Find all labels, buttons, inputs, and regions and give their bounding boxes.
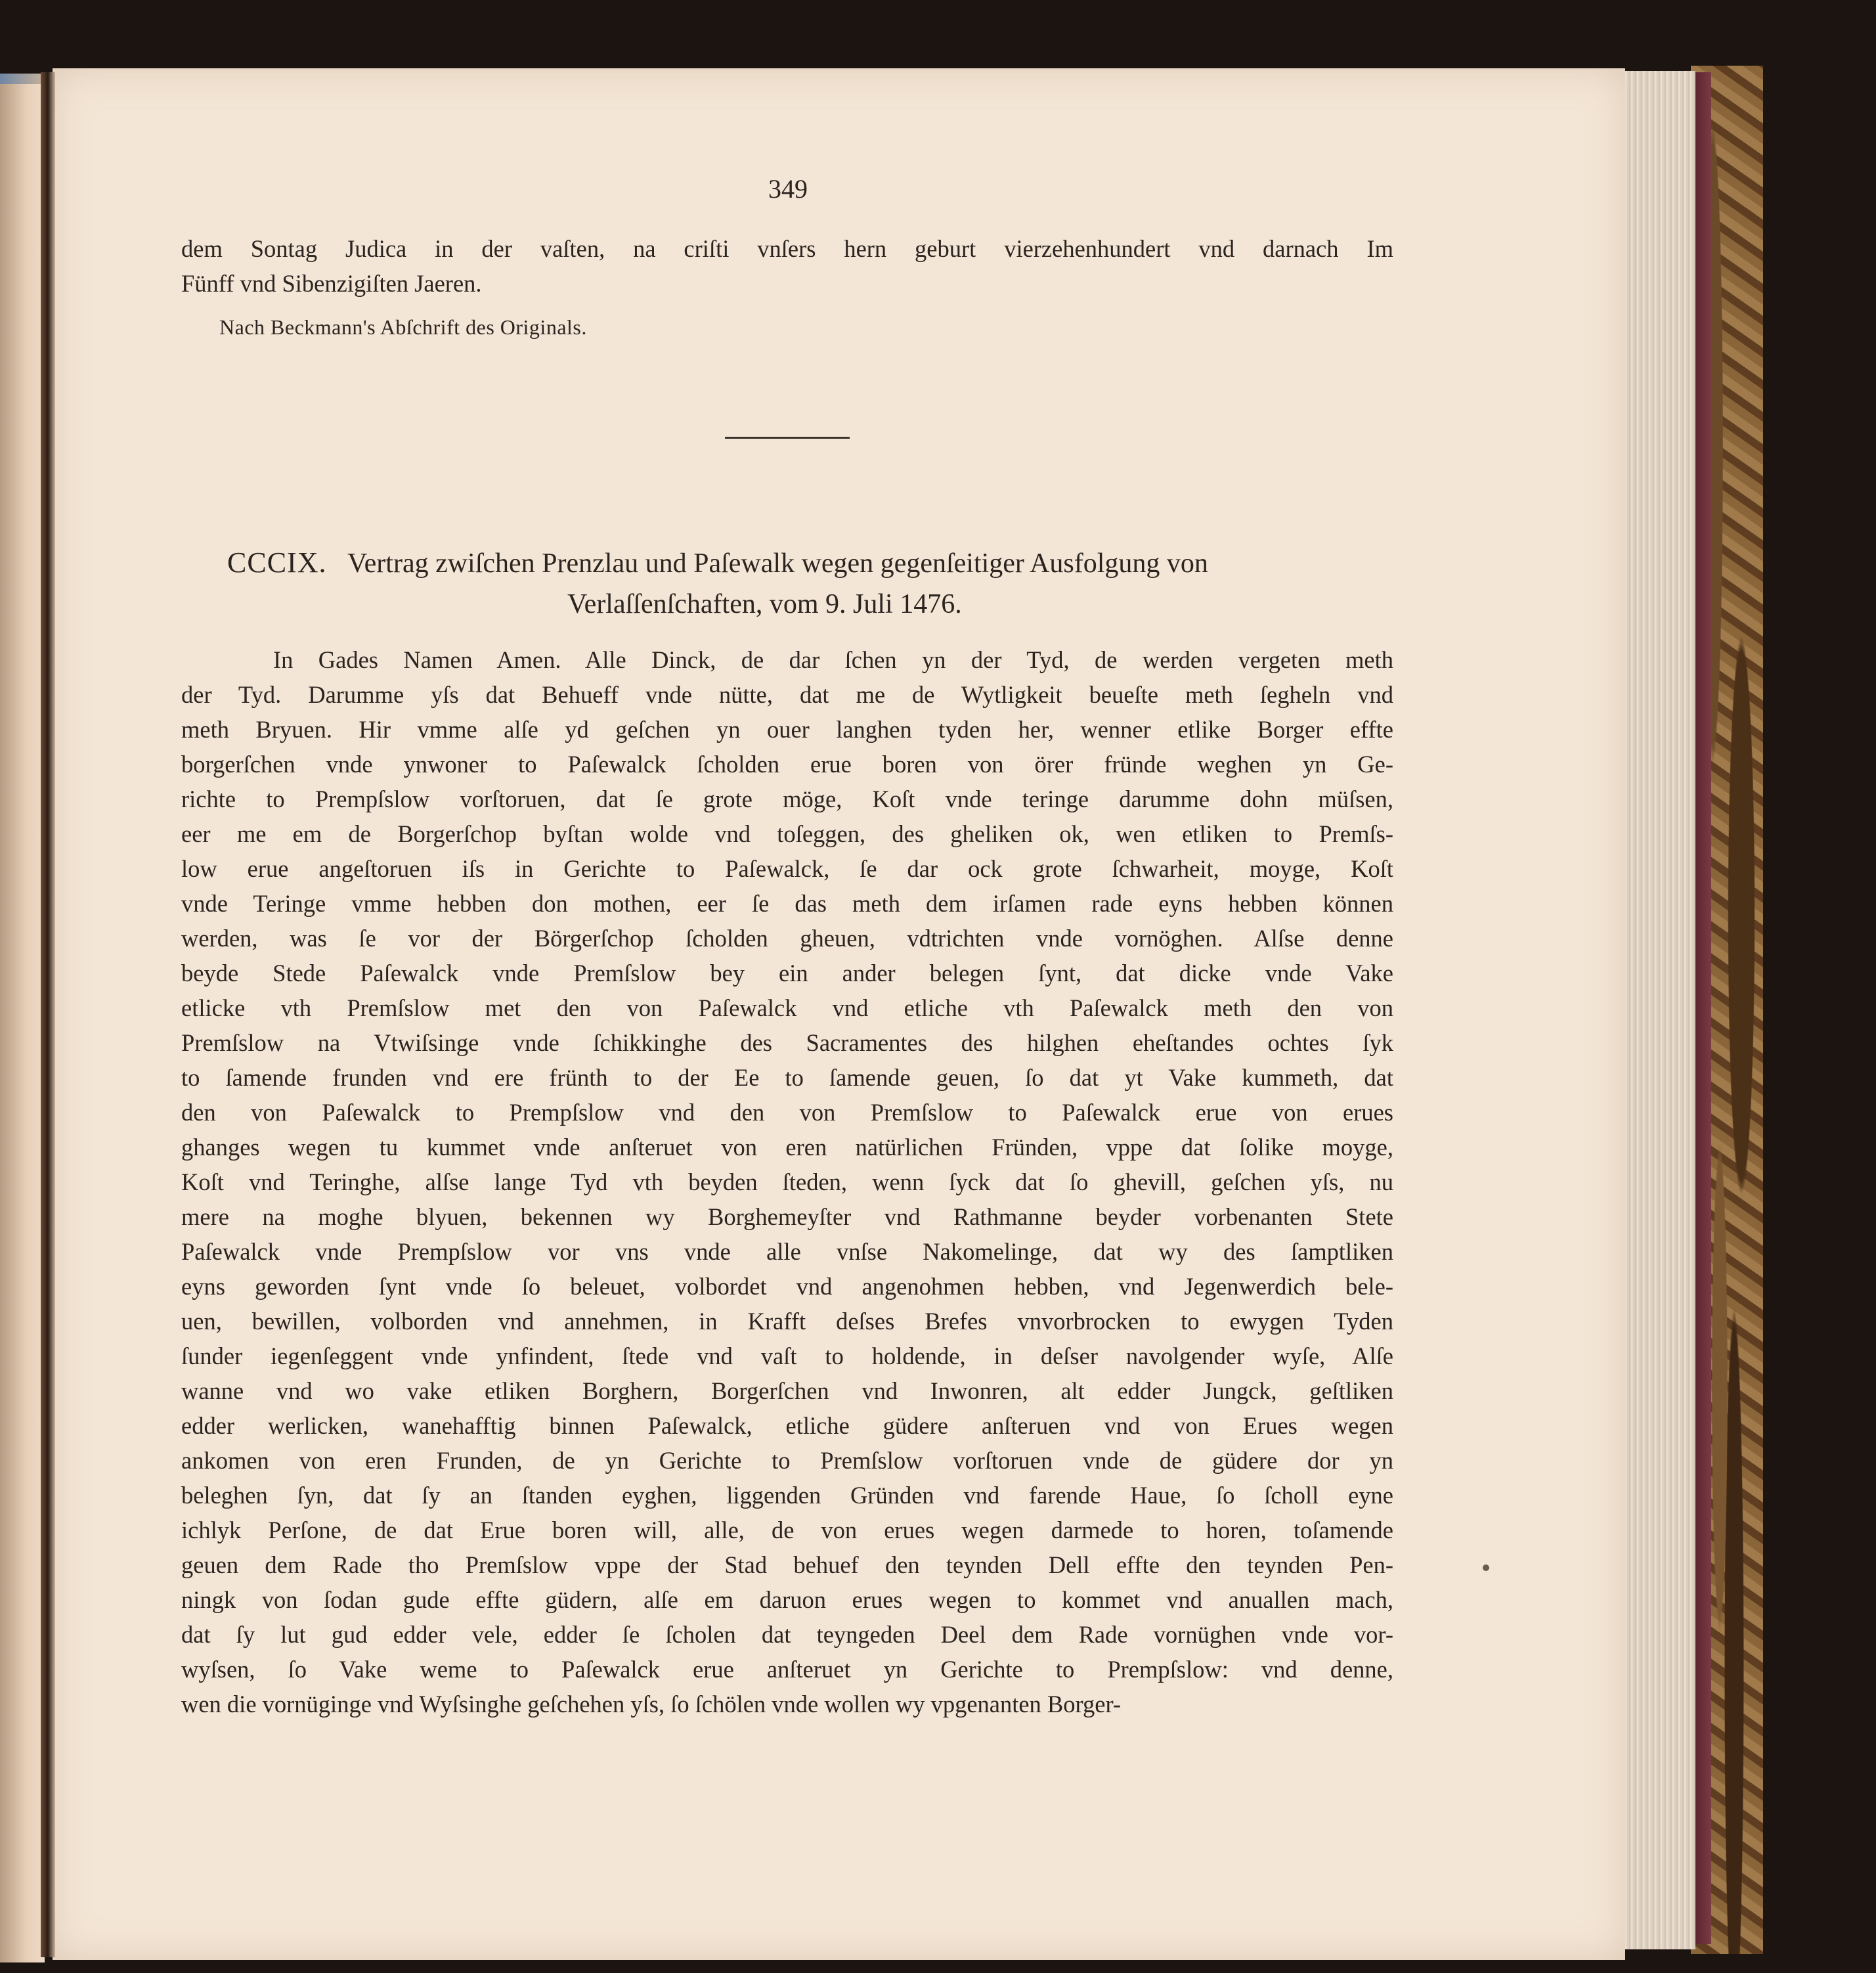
- body-line: geuen dem Rade tho Premſslow vppe der Stad behuef den teynden Dell effte den teynden Pen-: [181, 1551, 1393, 1578]
- body-line: wen die vornüginge vnd Wyſsinghe geſchehen yſs, ſo ſchölen vnde wollen wy vpgenanten Borger-: [181, 1691, 1122, 1718]
- body-line: Koſt vnd Teringhe, alſse lange Tyd vth beyden ſteden, wenn ſyck dat ſo ghevill, geſchen yſs, nu: [181, 1168, 1393, 1195]
- body-line: Paſewalck vnde Prempſslow vor vns vnde alle vnſse Nakomelinge, dat wy des ſamptliken: [181, 1238, 1393, 1265]
- book-gutter: [41, 72, 55, 1957]
- section-title-line-2: Verlaſſenſchaften, vom 9. Juli 1476.: [567, 589, 962, 619]
- body-line: low erue angeſtoruen iſs in Gerichte to Paſewalck, ſe dar ock grote ſchwarheit, moyge, Koſt: [181, 855, 1393, 882]
- section-divider: [725, 437, 850, 439]
- section-number: CCCIX.: [227, 546, 327, 579]
- body-line: dat ſy lut gud edder vele, edder ſe ſcholen dat teyngeden Deel dem Rade vornüghen vnde vor-: [181, 1621, 1393, 1648]
- body-line: mere na moghe blyuen, bekennen wy Borghemeyſter vnd Rathmanne beyder vorbenanten Stete: [181, 1203, 1393, 1230]
- body-line: to ſamende frunden vnd ere frünth to der Ee to ſamende geuen, ſo dat yt Vake kummeth, dat: [181, 1064, 1393, 1091]
- body-line: wyſsen, ſo Vake weme to Paſewalck erue anſteruet yn Gerichte to Prempſslow: vnd denne,: [181, 1656, 1393, 1683]
- body-line: ningk von ſodan gude effte güdern, alſe em daruon erues wegen to kommet vnd anuallen mach,: [181, 1586, 1393, 1613]
- body-line: beyde Stede Paſewalck vnde Premſslow bey ein ander belegen ſynt, dat dicke vnde Vake: [181, 960, 1393, 986]
- body-line: borgerſchen vnde ynwoner to Paſewalck ſcholden erue boren von örer fründe weghen yn Ge-: [181, 751, 1393, 778]
- body-line: edder werlicken, wanehafftig binnen Paſewalck, etliche güdere anſteruen vnd von Erues wegen: [181, 1412, 1393, 1439]
- body-line: ichlyk Perſone, de dat Erue boren will, alle, de von erues wegen darmede to horen, toſamende: [181, 1517, 1393, 1543]
- page-mark: [1483, 1564, 1489, 1571]
- body-line: ghanges wegen tu kummet vnde anſteruet von eren natürlichen Fründen, vppe dat ſolike moyge,: [181, 1134, 1393, 1161]
- left-page: [0, 84, 45, 1962]
- cover-spine: [1694, 72, 1711, 1944]
- page-number: 349: [768, 174, 808, 204]
- body-line: vnde Teringe vmme hebben don mothen, eer ſe das meth dem irſamen rade eyns hebben können: [181, 890, 1393, 917]
- body-line: richte to Prempſslow vorſtoruen, dat ſe grote möge, Koſt vnde teringe darumme dohn müſsen,: [181, 786, 1393, 812]
- opening-line: Fünff vnd Sibenzigiſten Jaeren.: [181, 270, 482, 297]
- body-line: In Gades Namen Amen. Alle Dinck, de dar ſchen yn der Tyd, de werden vergeten meth: [273, 646, 1393, 673]
- body-line: wanne vnd wo vake etliken Borghern, Borgerſchen vnd Inwonren, alt edder Jungck, geſtliken: [181, 1377, 1393, 1404]
- body-line: beleghen ſyn, dat ſy an ſtanden eyghen, liggenden Gründen vnd farende Haue, ſo ſcholl eyne: [181, 1482, 1393, 1509]
- body-line: meth Bryuen. Hir vmme alſe yd geſchen yn ouer langhen tyden her, wenner etlike Borger effte: [181, 716, 1393, 743]
- body-line: eyns geworden ſynt vnde ſo beleuet, volbordet vnd angenohmen hebben, vnd Jegenwerdich bele-: [181, 1273, 1393, 1300]
- document-body: [181, 642, 1393, 1721]
- body-line: Premſslow na Vtwiſsinge vnde ſchikkinghe des Sacramentes des hilghen eheſtandes ochtes ſyk: [181, 1029, 1393, 1056]
- opening-line: dem Sontag Judica in der vaſten, na criſti vnſers hern geburt vierzehenhundert vnd darnach Im: [181, 235, 1393, 262]
- body-line: der Tyd. Darumme yſs dat Behueff vnde nütte, dat me de Wytligkeit beueſte meth ſegheln vnd: [181, 681, 1393, 708]
- body-line: etlicke vth Premſslow met den von Paſewalck vnd etliche vth Paſewalck meth den von: [181, 994, 1393, 1021]
- body-line: ankomen von eren Frunden, de yn Gerichte to Premſslow vorſtoruen vnde de güdere dor yn: [181, 1447, 1393, 1474]
- body-line: den von Paſewalck to Prempſslow vnd den von Premſslow to Paſewalck erue von erues: [181, 1099, 1393, 1126]
- body-line: ſunder iegenſeggent vnde ynfindent, ſtede vnd vaſt to holdende, in deſser navolgender wyſe, Alſe: [181, 1342, 1393, 1369]
- body-line: werden, was ſe vor der Börgerſchop ſcholden gheuen, vdtrichten vnde vornöghen. Alſse denne: [181, 925, 1393, 952]
- page-edges: [1621, 71, 1695, 1949]
- opening-text: [181, 231, 1393, 301]
- section-heading: [227, 543, 1343, 625]
- body-line: eer me em de Borgerſchop byſtan wolde vnd toſeggen, des gheliken ok, wen etliken to Premſs-: [181, 820, 1393, 847]
- section-title-line-1: Vertrag zwiſchen Prenzlau und Paſewalk wegen gegenſeitiger Ausfolgung von: [347, 548, 1208, 579]
- body-line: uen, bewillen, volborden vnd annehmen, in Krafft deſses Brefes vnvorbrocken to ewygen Tyden: [181, 1308, 1393, 1335]
- source-note: Nach Beckmann's Abſchrift des Originals.: [219, 315, 587, 339]
